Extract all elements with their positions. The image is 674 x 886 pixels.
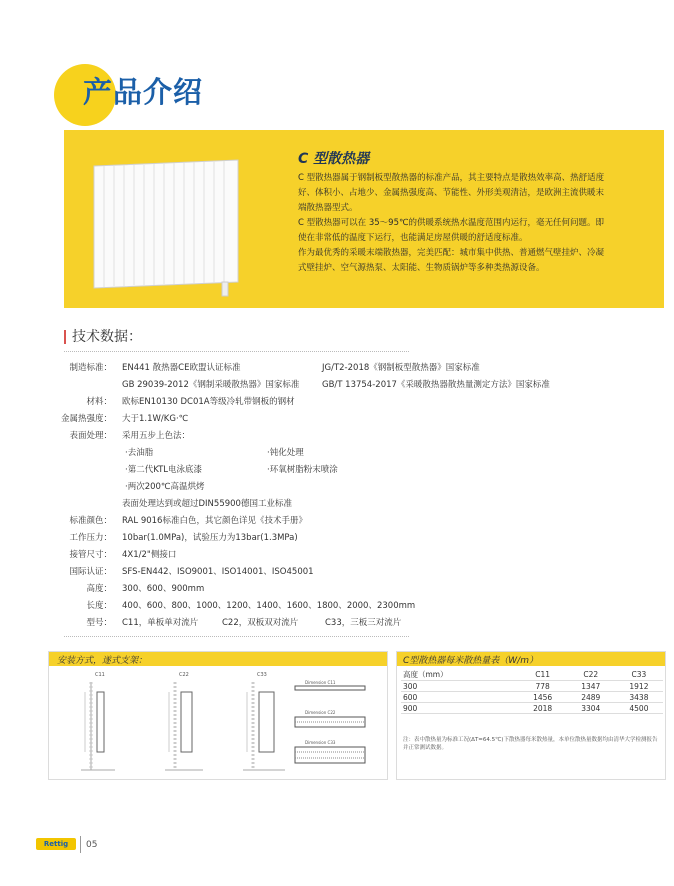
spec-value: 表面处理达到或超过DIN55900德国工业标准 — [122, 499, 292, 509]
spec-value: GB/T 13754-2017《采暖散热器散热量测定方法》国家标准 — [322, 380, 550, 390]
table-cell: 2489 — [567, 692, 615, 703]
spec-value: GB 29039-2012《钢制采暖散热器》国家标准 — [122, 380, 300, 390]
table-cell: 1912 — [615, 681, 663, 692]
divider — [80, 836, 81, 853]
spec-label: 工作压力： — [69, 533, 112, 543]
table-cell: 3304 — [567, 703, 615, 714]
spec-label: 高度： — [86, 584, 112, 594]
spec-value: ·环氧树脂粉末喷涂 — [267, 465, 338, 475]
table-cell: 2018 — [519, 703, 567, 714]
spec-value: 大于1.1W/KG·℃ — [122, 414, 189, 424]
drawing-label: C11 — [95, 672, 105, 678]
install-panel — [48, 651, 388, 780]
spec-value: C11，单板单对流片 — [122, 618, 199, 628]
table-header-cell: C11 — [519, 669, 567, 681]
drawing-label: Dimension C33 — [305, 740, 336, 745]
table-cell: 1456 — [519, 692, 567, 703]
table-cell: 3438 — [615, 692, 663, 703]
spec-value: C22，双板双对流片 — [222, 618, 299, 628]
drawing-label: Dimension C22 — [305, 710, 336, 715]
spec-value: SFS-EN442、ISO9001、ISO14001、ISO45001 — [122, 567, 314, 577]
heat-panel-title: C型散热器每米散热量表（W/m） — [403, 656, 538, 666]
spec-label: 接管尺寸： — [69, 550, 112, 560]
product-desc-paragraph: C 型散热器属于钢制板型散热器的标准产品，其主要特点是散热效率高、热舒适度好、体积小、占地少、金属热强度高、节能性、外形美观清洁，是欧洲主流供暖末端散热器型式。 — [298, 173, 605, 213]
heat-table-note: 注：表中散热量为标准工况(ΔT=64.5℃)下散热器每米散热量，本单位散热量数据均由清华大学检测报告并正常测试数据。 — [403, 737, 658, 751]
table-header-row — [401, 669, 663, 681]
table-cell: 4500 — [615, 703, 663, 714]
table-row — [401, 692, 663, 703]
drawing-label: C33 — [257, 672, 267, 678]
spec-value: 欧标EN10130 DC01A等级冷轧带钢板的钢材 — [122, 397, 295, 407]
spec-label: 表面处理： — [69, 431, 112, 441]
spec-label: 标准颜色： — [69, 516, 112, 526]
spec-label: 材料： — [86, 397, 112, 407]
spec-value: RAL 9016标准白色，其它颜色详见《技术手册》 — [122, 516, 307, 526]
table-cell: 900 — [401, 703, 519, 714]
spec-value: 采用五步上色法： — [122, 431, 191, 441]
spec-value: ·去油脂 — [125, 448, 154, 458]
table-row — [401, 703, 663, 714]
spec-value: JG/T2-2018《钢制板型散热器》国家标准 — [322, 363, 480, 373]
table-cell: 778 — [519, 681, 567, 692]
table-header-cell: C22 — [567, 669, 615, 681]
heat-output-panel — [396, 651, 666, 780]
spec-value: C33，三板三对流片 — [325, 618, 402, 628]
spec-label: 型号： — [86, 618, 112, 628]
spec-label: 国际认证： — [69, 567, 112, 577]
drawing-label: Dimension C11 — [305, 680, 336, 685]
table-cell: 600 — [401, 692, 519, 703]
divider — [64, 636, 409, 637]
divider — [64, 351, 409, 352]
spec-value: EN441 散热器CE欧盟认证标准 — [122, 363, 241, 373]
table-row — [401, 681, 663, 692]
spec-value: 4X1/2"侧接口 — [122, 550, 177, 560]
spec-value: ·两次200℃高温烘烤 — [125, 482, 205, 492]
table-cell: 300 — [401, 681, 519, 692]
spec-value: 400、600、800、1000、1200、1400、1600、1800、2000、2300mm — [122, 601, 416, 611]
radiator-image — [92, 158, 242, 298]
spec-value: ·第二代KTL电泳底漆 — [125, 465, 203, 475]
spec-value: 10bar(1.0MPa)，试验压力为13bar(1.3MPa) — [122, 533, 298, 543]
product-description — [298, 171, 610, 276]
spec-label: 金属热强度： — [60, 414, 112, 424]
spec-value: 300、600、900mm — [122, 584, 205, 594]
spec-value: ·钝化处理 — [267, 448, 304, 458]
page-title: 产品介绍 — [83, 75, 204, 109]
product-desc-paragraph: C 型散热器可以在 35～95℃的供暖系统热水温度范围内运行，毫无任何问题。即使在非常低的温度下运行，也能满足房屋供暖的舒适度标准。 — [298, 218, 605, 243]
brand-logo: Rettig — [36, 838, 76, 850]
spec-label: 长度： — [86, 601, 112, 611]
page-number: 05 — [86, 840, 98, 850]
table-header-cell: 高度（mm） — [401, 669, 519, 681]
install-drawing — [51, 670, 385, 778]
table-header-cell: C33 — [615, 669, 663, 681]
drawing-label: C22 — [179, 672, 189, 678]
table-cell: 1347 — [567, 681, 615, 692]
install-panel-title: 安装方式，遂式支架： — [57, 656, 148, 666]
tech-section-title: 技术数据： — [64, 330, 142, 344]
spec-label: 制造标准： — [69, 363, 112, 373]
product-desc-paragraph: 作为最优秀的采暖末端散热器，完美匹配：城市集中供热、普通燃气壁挂炉、冷凝式壁挂炉、空气源热泵、太阳能、生物质锅炉等多种类热源设备。 — [298, 248, 605, 273]
product-title: C 型散热器 — [298, 151, 370, 167]
heat-output-table — [401, 669, 663, 714]
